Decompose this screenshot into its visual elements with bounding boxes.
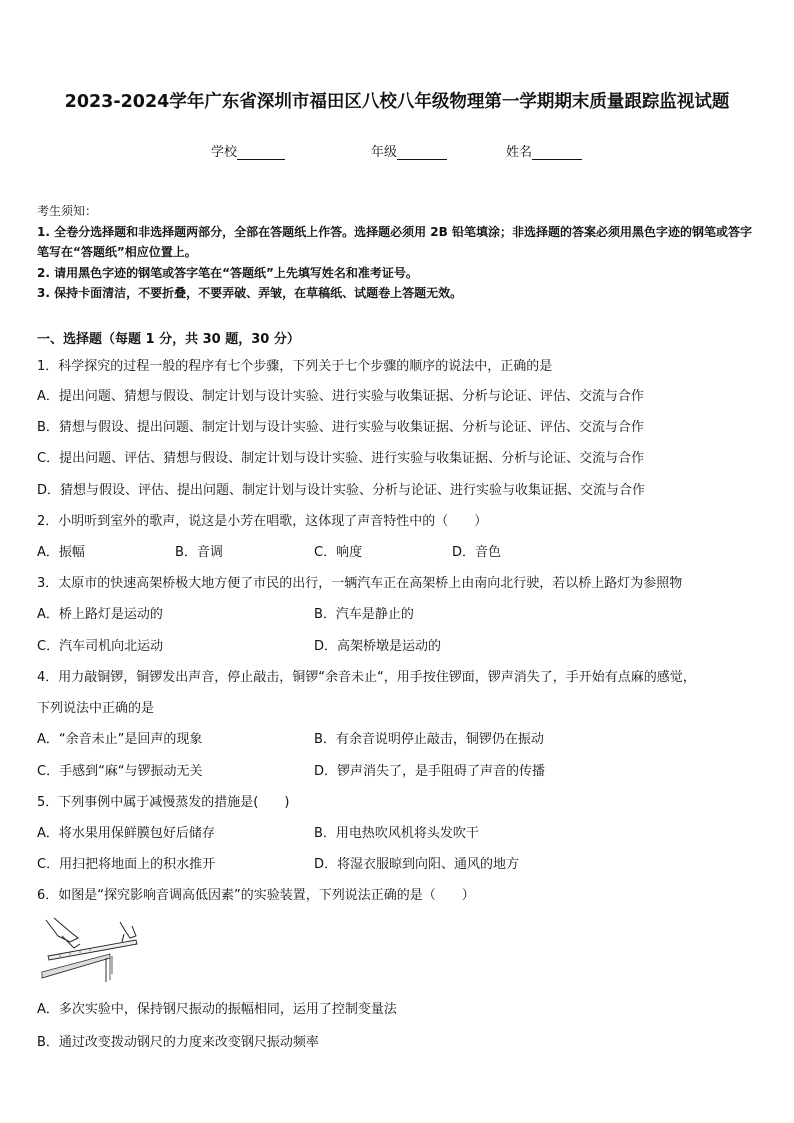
q3-option-c: C．汽车司机向北运动: [37, 639, 164, 654]
q6-option-a: A．多次实验中，保持钢尺振动的振幅相同，运用了控制变量法: [37, 1002, 397, 1017]
notice-heading: 考生须知：: [37, 204, 98, 218]
section-heading: 一、选择题（每题 1 分，共 30 题，30 分）: [37, 332, 300, 347]
q4-option-d: D．锣声消失了，是手阻碍了声音的传播: [314, 764, 546, 779]
school-label: 学校: [211, 145, 238, 160]
notice-item: 3. 保持卡面清洁，不要折叠，不要弄破、弄皱，在草稿纸、试题卷上答题无效。: [37, 286, 463, 300]
notice-item: 2. 请用黑色字迹的钢笔或答字笔在“答题纸”上先填写姓名和准考证号。: [37, 265, 418, 280]
q4-stem-cont: 下列说法中正确的是: [37, 701, 155, 716]
name-label: 姓名: [506, 145, 533, 160]
q1-option-d: D．猜想与假设、评估、提出问题、制定计划与设计实验、分析与论证、进行实验与收集证据、交流与合作: [37, 483, 646, 498]
grade-field: [371, 141, 447, 160]
name-blank: [532, 145, 582, 160]
q5-option-c: C．用扫把将地面上的积水推开: [37, 857, 216, 872]
exam-notice: [37, 201, 762, 304]
grade-blank: [397, 145, 447, 160]
name-field: [506, 141, 582, 160]
q2-stem: 2．小明听到室外的歌声，说这是小芳在唱歌，这体现了声音特性中的（ ）: [37, 514, 488, 529]
q4-option-a: A．“余音未止”是回声的现象: [37, 732, 203, 747]
q4-option-b: B．有余音说明停止敲击，铜锣仍在振动: [314, 732, 544, 747]
q2-option-d: D．音色: [452, 545, 502, 560]
q1-option-c: C．提出问题、评估、猜想与假设、制定计划与设计实验、进行实验与收集证据、分析与论证、交流与合作: [37, 451, 645, 466]
q5-stem: 5．下列事例中属于减慢蒸发的措施是( ): [37, 795, 290, 810]
school-field: [211, 141, 285, 160]
q6-option-b: B．通过改变拨动钢尺的力度来改变钢尺振动频率: [37, 1035, 319, 1050]
q1-stem: 1．科学探究的过程一般的程序有七个步骤，下列关于七个步骤的顺序的说法中，正确的是: [37, 359, 553, 374]
q2-option-b: B．音调: [175, 545, 223, 560]
q3-stem: 3．太原市的快速高架桥极大地方便了市民的出行，一辆汽车正在高架桥上由南向北行驶，若以桥上路灯为参照物: [37, 576, 683, 591]
q1-option-a: A．提出问题、猜想与假设、制定计划与设计实验、进行实验与收集证据、分析与论证、评估、交流与合作: [37, 389, 644, 404]
exam-title: 2023-2024学年广东省深圳市福田区八校八年级物理第一学期期末质量跟踪监视试题: [64, 92, 730, 112]
q5-option-d: D．将湿衣服晾到向阳、通风的地方: [314, 857, 520, 872]
q5-option-a: A．将水果用保鲜膜包好后储存: [37, 826, 215, 841]
q3-option-a: A．桥上路灯是运动的: [37, 607, 163, 622]
grade-label: 年级: [371, 145, 398, 160]
q6-stem: 6．如图是“探究影响音调高低因素”的实验装置，下列说法正确的是（ ）: [37, 888, 475, 903]
notice-item: 1. 全卷分选择题和非选择题两部分，全部在答题纸上作答。选择题必须用 2B 铅笔填涂；非选择题的答案必须用黑色字迹的钢笔或答字笔写在“答题纸”相应位置上。: [37, 224, 752, 259]
q3-option-d: D．高架桥墩是运动的: [314, 639, 442, 654]
q2-option-a: A．振幅: [37, 545, 85, 560]
q5-option-b: B．用电热吹风机将头发吹干: [314, 826, 479, 841]
ruler-experiment-figure: [40, 914, 140, 984]
q1-option-b: B．猜想与假设、提出问题、制定计划与设计实验、进行实验与收集证据、分析与论证、评估、交流与合作: [37, 420, 644, 435]
q3-option-b: B．汽车是静止的: [314, 607, 414, 622]
q2-option-c: C．响度: [314, 545, 363, 560]
q4-option-c: C．手感到“麻“与锣振动无关: [37, 764, 203, 779]
school-blank: [237, 145, 285, 160]
q4-stem: 4．用力敲铜锣，铜锣发出声音，停止敲击，铜锣“余音未止“，用手按住锣面，锣声消失了，手开始有点麻的感觉，: [37, 670, 696, 685]
